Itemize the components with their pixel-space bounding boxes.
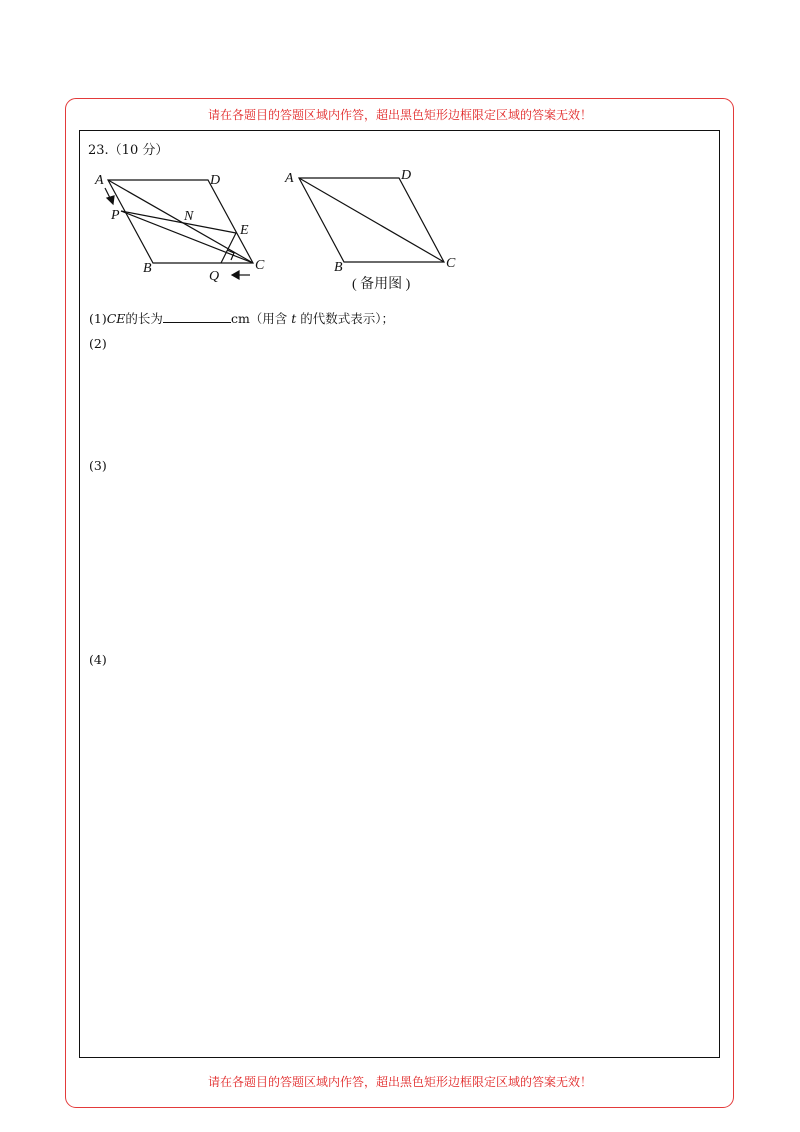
top-warning-text: 请在各题目的答题区域内作答，超出黑色矩形边框限定区域的答案无效！	[207, 108, 592, 122]
figure-spare-diagram	[280, 160, 470, 300]
answer-blank[interactable]	[163, 310, 231, 323]
part-1-unit: cm（用含	[230, 311, 288, 326]
part-4-number: (4)	[89, 652, 107, 667]
segment-eq	[221, 233, 236, 263]
part-3-number: (3)	[89, 458, 107, 473]
segment-pe	[121, 211, 236, 233]
var-ce: CE	[106, 311, 126, 326]
part-1-text: 的长为	[125, 311, 163, 326]
question-number: 23.（10 分）	[88, 143, 169, 158]
label-c: C	[255, 258, 265, 273]
part-1-line	[89, 309, 394, 327]
part-1-number: (1)	[89, 311, 107, 326]
part-2-number: (2)	[89, 336, 107, 351]
label-n: N	[184, 209, 194, 224]
figure-main-diagram	[88, 165, 288, 290]
diagonal-ac	[108, 180, 253, 263]
arrow-head-left	[232, 271, 239, 279]
label-b: B	[143, 261, 152, 276]
label-p: P	[111, 208, 120, 223]
label-e: E	[240, 223, 249, 238]
arrow-head-down	[107, 196, 114, 204]
label-a-spare: A	[285, 171, 294, 186]
bottom-warning-text: 请在各题目的答题区域内作答，超出黑色矩形边框限定区域的答案无效！	[207, 1075, 592, 1089]
spare-figure-caption: ( 备用图 )	[352, 277, 411, 292]
label-d-spare: D	[401, 168, 412, 183]
label-b-spare: B	[334, 260, 343, 275]
label-d: D	[210, 173, 221, 188]
diagonal-ac-spare	[299, 178, 444, 262]
var-t: t	[291, 311, 297, 326]
part-1-tail: 的代数式表示）；	[300, 311, 395, 326]
label-a: A	[95, 173, 104, 188]
label-q: Q	[209, 269, 220, 284]
label-c-spare: C	[446, 256, 456, 271]
